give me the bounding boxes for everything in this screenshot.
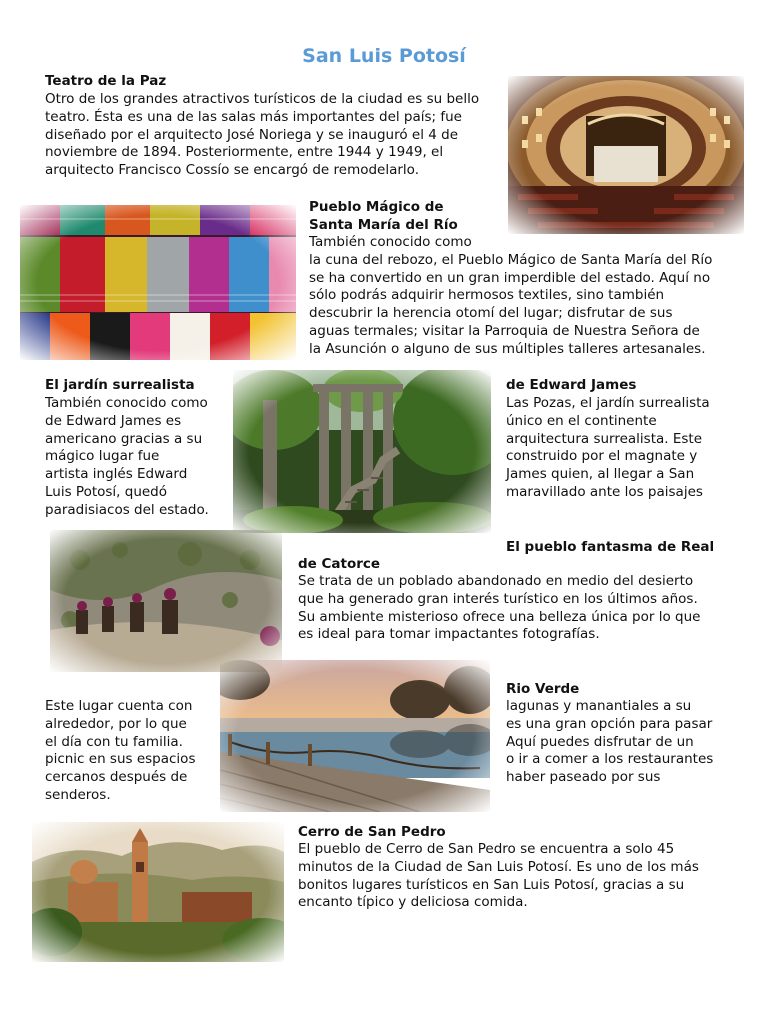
real-de-catorce-photo: [50, 530, 282, 672]
pueblo-magico-text: [309, 234, 712, 359]
teatro-photo: [508, 76, 744, 234]
heading-line: Pueblo Mágico de: [309, 199, 444, 215]
jardin-text-right: [506, 395, 710, 502]
text-line: alrededor, por lo que: [45, 715, 187, 732]
text-line: picnic en sus espacios: [45, 751, 196, 768]
jardin-heading-left: El jardín surrealista: [45, 377, 195, 393]
rioverde-photo: [220, 660, 490, 812]
text-line: Su ambiente misterioso ofrece una belleza única por lo que: [298, 608, 701, 625]
text-line: lagunas y manantiales a su: [506, 698, 692, 714]
text-line: También conocido como: [309, 234, 472, 250]
text-line: aguas termales; visitar la Parroquia de Nuestra Señora de: [309, 322, 700, 339]
text-line: americano gracias a su: [45, 430, 203, 447]
jardin-text-left: [45, 395, 209, 520]
teatro-heading: Teatro de la Paz: [45, 73, 167, 89]
text-line: senderos.: [45, 786, 111, 803]
text-line: noviembre de 1894. Posteriormente, entre 1944 y 1949, el: [45, 144, 444, 161]
text-line: arquitecto Francisco Cossío se encargó de remodelarlo.: [45, 162, 419, 179]
text-line: Se trata de un poblado abandonado en medio del desierto: [298, 573, 694, 589]
text-line: diseñado por el arquitecto José Noriega y se inauguró el 4 de: [45, 126, 459, 143]
text-line: de Edward James es: [45, 412, 182, 429]
rioverde-heading: Rio Verde: [506, 681, 580, 697]
heading-line: Santa María del Río: [309, 217, 458, 233]
text-line: el día con tu familia.: [45, 733, 183, 750]
page-title: San Luis Potosí: [302, 45, 466, 67]
rebozos-photo: [20, 205, 296, 360]
text-line: la cuna del rebozo, el Pueblo Mágico de Santa María del Río: [309, 251, 713, 268]
text-line: teatro. Ésta es una de las salas más importantes del país; fue: [45, 108, 462, 125]
text-line: El pueblo de Cerro de San Pedro se encuentra a solo 45: [298, 841, 675, 857]
text-line: que ha generado gran interés turístico en los últimos años.: [298, 590, 698, 607]
jardin-heading-right: de Edward James: [506, 377, 637, 393]
text-line: descubrir la herencia otomí del lugar; disfrutar de sus: [309, 305, 673, 322]
text-line: James quien, al llegar a San: [506, 466, 695, 483]
text-line: es ideal para tomar impactantes fotografías.: [298, 626, 600, 643]
text-line: Las Pozas, el jardín surrealista: [506, 395, 710, 411]
pueblo-magico-heading: [309, 198, 458, 234]
text-line: Aquí puedes disfrutar de un: [506, 733, 694, 750]
rioverde-text-left: [45, 698, 195, 805]
text-line: arquitectura surrealista. Este: [506, 430, 703, 447]
text-line: sólo podrás adquirir hermosos textiles, sino también: [309, 287, 665, 304]
text-line: maravillado ante los paisajes: [506, 483, 703, 500]
cerro-text: [298, 841, 699, 912]
text-line: mágico lugar fue: [45, 448, 160, 465]
text-line: minutos de la Ciudad de San Luis Potosí. Es uno de los más: [298, 858, 699, 875]
text-line: paradisiacos del estado.: [45, 501, 209, 518]
text-line: encanto típico y deliciosa comida.: [298, 894, 528, 911]
text-line: o ir a comer a los restaurantes: [506, 751, 714, 768]
teatro-text: [45, 91, 479, 180]
cerro-de-san-pedro-photo: [32, 822, 284, 962]
cerro-heading: Cerro de San Pedro: [298, 824, 446, 840]
text-line: construido por el magnate y: [506, 448, 698, 465]
text-line: es una gran opción para pasar: [506, 715, 713, 732]
catorce-text: [298, 573, 700, 644]
text-line: haber paseado por sus: [506, 769, 661, 786]
text-line: artista inglés Edward: [45, 466, 188, 483]
text-line: cercanos después de: [45, 769, 188, 786]
text-line: Luis Potosí, quedó: [45, 483, 168, 500]
text-line: También conocido como: [45, 395, 208, 411]
text-line: único en el continente: [506, 412, 657, 429]
text-line: bonitos lugares turísticos en San Luis Potosí, gracias a su: [298, 876, 685, 893]
text-line: se ha convertido en un gran imperdible del estado. Aquí no: [309, 269, 711, 286]
text-line: Este lugar cuenta con: [45, 698, 193, 714]
text-line: Otro de los grandes atractivos turísticos de la ciudad es su bello: [45, 91, 480, 107]
text-line: la Asunción o alguno de sus múltiples talleres artesanales.: [309, 340, 706, 357]
rioverde-text-right: [506, 698, 713, 787]
catorce-heading-line-1: El pueblo fantasma de Real: [506, 539, 715, 555]
las-pozas-photo: [233, 370, 491, 533]
catorce-heading-line-2: de Catorce: [298, 556, 381, 572]
